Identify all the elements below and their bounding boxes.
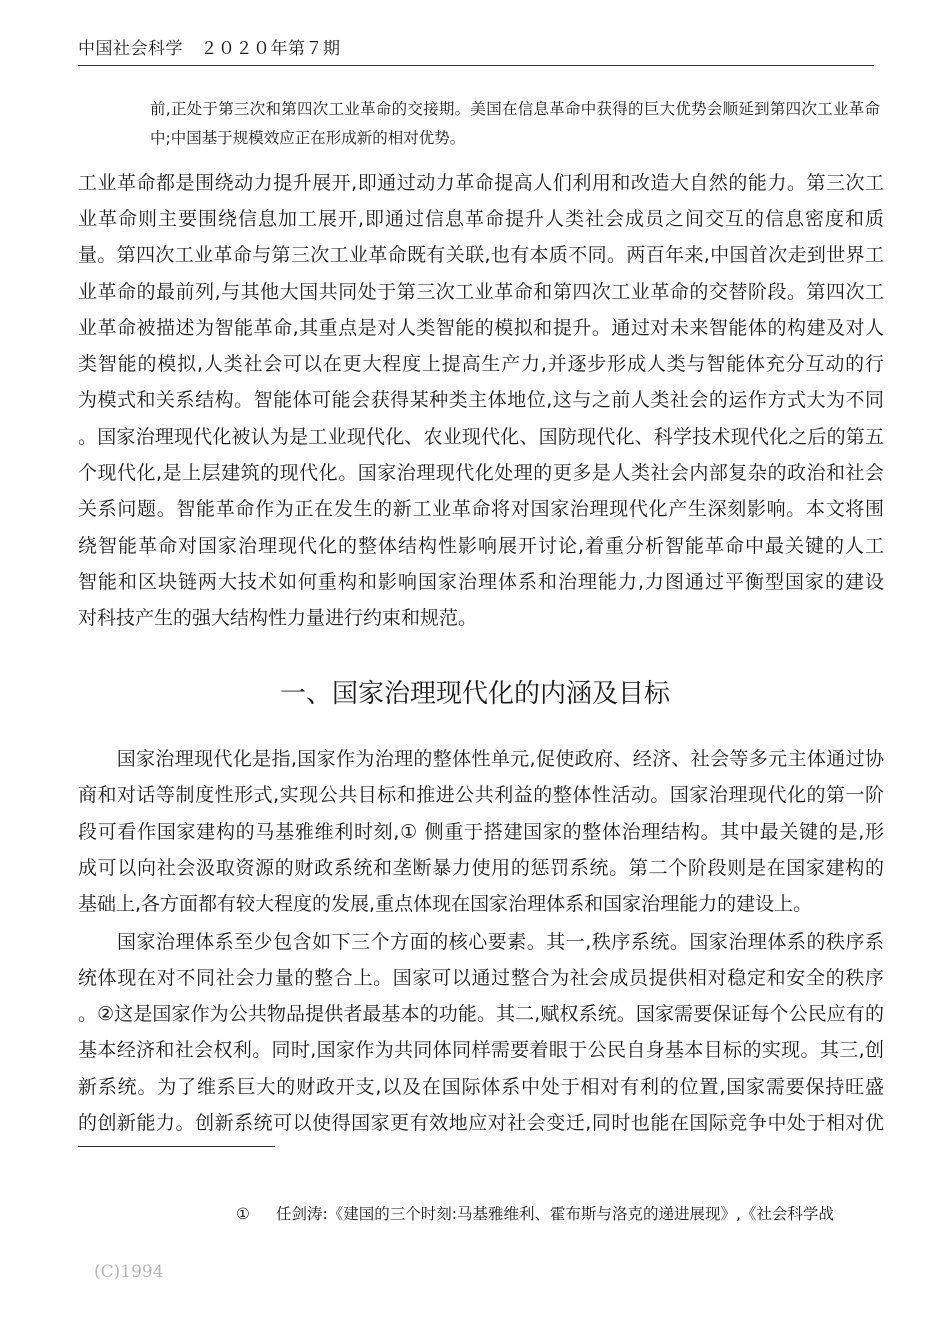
footnote-mark: ① (236, 1205, 250, 1223)
body-line: 新系统。为了维系巨大的财政开支,以及在国际体系中处于相对有利的位置,国家需要保持旺盛 (78, 1076, 884, 1098)
body-line: 基础上,各方面都有较大程度的发展,重点体现在国家治理体系和国家治理能力的建设上。 (78, 893, 813, 915)
body-line: 为模式和关系结构。智能体可能会获得某种类主体地位,这与之前人类社会的运作方式大为不同 (78, 389, 884, 411)
section-heading: 一、国家治理现代化的内涵及目标 (279, 679, 670, 709)
body-line: 关系问题。智能革命作为正在发生的新工业革命将对国家治理现代化产生深刻影响。本文将围 (78, 498, 884, 520)
body-line: 国家治理现代化是指,国家作为治理的整体性单元,促使政府、经济、社会等多元主体通过协 (78, 748, 884, 770)
footnote-rule (78, 1146, 275, 1147)
body-line: 类智能的模拟,人类社会可以在更大程度上提高生产力,并逐步形成人类与智能体充分互动的行 (78, 353, 884, 375)
body-line: 商和对话等制度性形式,实现公共目标和推进公共利益的整体性活动。国家治理现代化的第一阶 (78, 784, 884, 806)
body-line: 。国家治理现代化被认为是工业现代化、农业现代化、国防现代化、科学技术现代化之后的第五 (78, 426, 884, 448)
abstract-continuation: 前,正处于第三次和第四次工业革命的交接期。美国在信息革命中获得的巨大优势会顺延到第四次工业革命中;中国基于规模效应正在形成新的相对优势。 (150, 100, 880, 147)
body-line: 业革命则主要围绕信息加工展开,即通过信息革命提升人类社会成员之间交互的信息密度和质 (78, 208, 884, 230)
body-line: 国家治理体系至少包含如下三个方面的核心要素。其一,秩序系统。国家治理体系的秩序系 (78, 931, 884, 953)
copyright-watermark: (C)1994 (94, 1262, 164, 1282)
body-line: 基本经济和社会权利。同时,国家作为共同体同样需要着眼于公民自身基本目标的实现。其三,创 (78, 1039, 884, 1061)
body-line: 智能和区块链两大技术如何重构和影响国家治理体系和治理能力,力图通过平衡型国家的建设 (78, 571, 884, 593)
body-line: 对科技产生的强大结构性力量进行约束和规范。 (78, 607, 478, 629)
body-line: 工业革命都是围绕动力提升展开,即通过动力革命提高人们利用和改造大自然的能力。第三次工 (78, 172, 884, 194)
body-line: 个现代化,是上层建筑的现代化。国家治理现代化处理的更多是人类社会内部复杂的政治和社会 (78, 462, 884, 484)
body-line: 。②这是国家作为公共物品提供者最基本的功能。其二,赋权系统。国家需要保证每个公民应有的 (78, 1003, 884, 1025)
body-line: 成可以向社会汲取资源的财政系统和垄断暴力使用的惩罚系统。第二个阶段则是在国家建构的 (78, 857, 884, 879)
body-line: 统体现在对不同社会力量的整合上。国家可以通过整合为社会成员提供相对稳定和安全的秩序 (78, 967, 884, 989)
header-rule (78, 65, 874, 66)
body-line: 业革命的最前列,与其他大国共同处于第三次工业革命和第四次工业革命的交替阶段。第四次工 (78, 281, 884, 303)
body-line: 量。第四次工业革命与第三次工业革命既有关联,也有本质不同。两百年来,中国首次走到世界工 (78, 244, 884, 266)
footnote (236, 1202, 886, 1226)
body-line: 段可看作国家建构的马基雅维利时刻,① 侧重于搭建国家的整体治理结构。其中最关键的是,形 (78, 821, 884, 843)
body-line: 的创新能力。创新系统可以使得国家更有效地应对社会变迁,同时也能在国际竞争中处于相对优 (78, 1112, 884, 1134)
footnote-text: 任剑涛:《建国的三个时刻:马基雅维利、霍布斯与洛克的递进展现》,《社会科学战 (276, 1205, 834, 1223)
running-header: 中国社会科学 ２０２０年第７期 (78, 39, 341, 59)
body-line: 业革命被描述为智能革命,其重点是对人类智能的模拟和提升。通过对未来智能体的构建及对人 (78, 317, 884, 339)
body-line: 绕智能革命对国家治理现代化的整体结构性影响展开讨论,着重分析智能革命中最关键的人工 (78, 535, 884, 557)
